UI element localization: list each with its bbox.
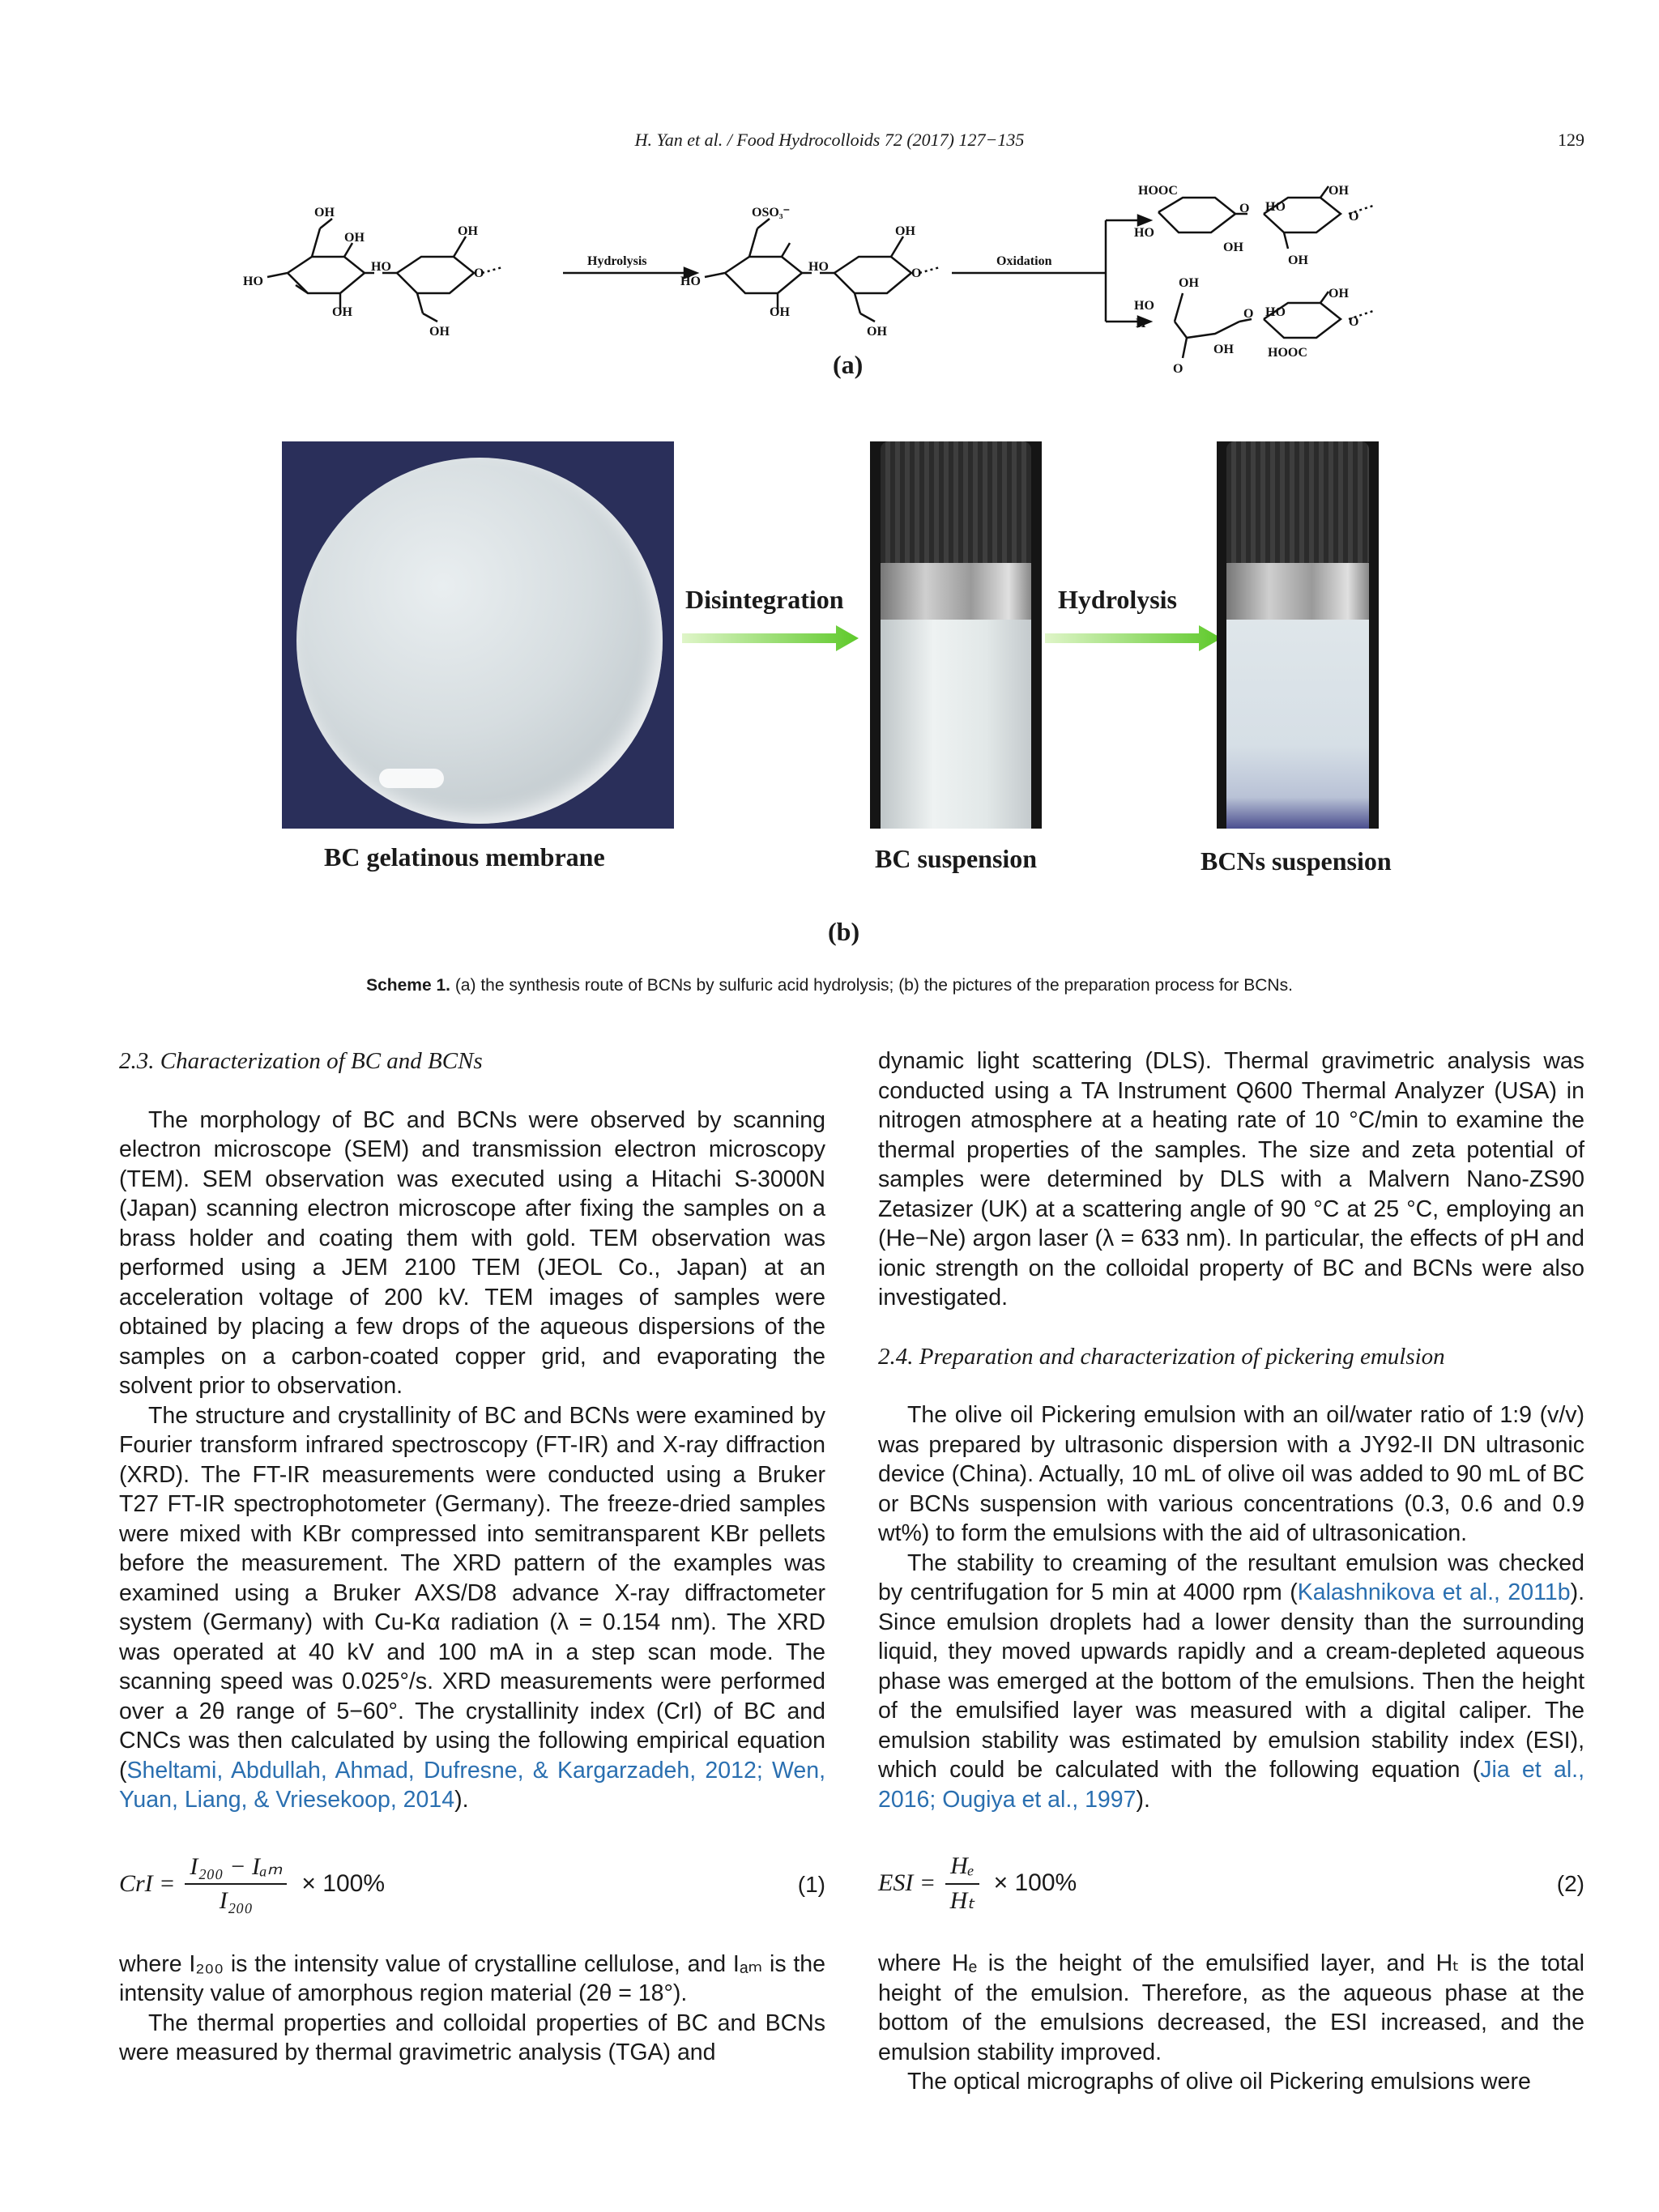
label-oh: OH xyxy=(458,224,478,238)
panel-label-a: (a) xyxy=(833,350,864,379)
paragraph: The morphology of BC and BCNs were observed by scanning electron microscope (SEM) and transmission electron microscopy (TEM). SEM observation was executed using a Hitachi S-3000N (Japan) scanning electron microscope after fixing the samples on a brass holder and coating them with gold. TEM observation was performed using a JEM 2100 TEM (JEOL Co., Japan) at an acceleration voltage of 200 kV. TEM images of samples were obtained by placing a few drops of the aqueous dispersions of the samples on a carbon-coated copper grid, and evaporating the solvent prior to observation. xyxy=(119,1106,825,1399)
scheme-caption-label: Scheme 1. xyxy=(366,976,450,995)
membrane-disc xyxy=(296,458,663,824)
citation-link[interactable]: Sheltami, Abdullah, Ahmad, Dufresne, & Kargarzadeh, 2012; Wen, Yuan, Liang, & Vriesekoop, 2014 xyxy=(119,1757,825,1813)
running-header xyxy=(0,130,1659,162)
label-ho: HO xyxy=(243,275,263,288)
label-hydrolysis: Hydrolysis xyxy=(587,254,647,268)
label-ho: HO xyxy=(1265,200,1286,214)
equation-lhs: CrI = xyxy=(119,1869,176,1897)
label-ho: HO xyxy=(1134,299,1154,313)
label-oh: OH xyxy=(429,325,450,339)
label-hooc: HOOC xyxy=(1138,184,1178,198)
label-o: O xyxy=(474,266,484,280)
label-o: O xyxy=(911,266,922,280)
citation-link[interactable]: Jia et al., 2016; Ougiya et al., 1997 xyxy=(878,1757,1584,1813)
label-oh: OH xyxy=(895,224,915,238)
label-o: O xyxy=(1173,362,1183,376)
paragraph: The optical micrographs of olive oil Pickering emulsions were xyxy=(907,2069,1531,2095)
paragraph: where Hₑ is the height of the emulsified layer, and Hₜ is the total height of the emulsion. Therefore, as the aqueous phase at the bottom of the emulsions decreased, the ESI increased, and the emulsion stability improved. xyxy=(878,1950,1584,2065)
equation-number: (1) xyxy=(797,1871,825,1897)
paragraph-text-end: ). xyxy=(454,1787,469,1813)
section-heading-2-4: 2.4. Preparation and characterization of pickering emulsion xyxy=(878,1343,1445,1370)
arrow-label-hydrolysis: Hydrolysis xyxy=(1058,585,1177,614)
membrane-highlight xyxy=(379,769,444,788)
equation-denominator: Hₜ xyxy=(949,1886,975,1914)
caption-bc-membrane: BC gelatinous membrane xyxy=(324,842,605,872)
label-oh: OH xyxy=(1288,254,1308,267)
label-oh: OH xyxy=(314,206,335,219)
label-oso3: OSO₃⁻ xyxy=(752,206,791,219)
label-oxidation: Oxidation xyxy=(996,254,1052,268)
equation-multiplier: × 100% xyxy=(301,1869,385,1897)
vial-liquid xyxy=(1226,620,1369,829)
bc-suspension-vial-photo xyxy=(870,441,1042,829)
paragraph-text-end: ). xyxy=(1136,1786,1150,1813)
paragraph-text: The structure and crystallinity of BC and BCNs were examined by Fourier transform infrared spectroscopy (FT-IR) and X-ray diffraction (XRD). The FT-IR measurements were conducted using a Bruker T27 FT-IR spectrophotometer (Germany). The freeze-dried samples were mixed with KBr compressed into semitransparent KBr pellets before the measurement. The XRD pattern of the examples was examined using a Bruker AXS/D8 advance X-ray diffractometer system (Germany) with Cu-Kα radiation (λ = 0.154 nm). The XRD was operated at 40 kV and 100 mA in a step scan mode. The scanning speed was 0.025°/s. XRD measurements were performed over a 2θ range of 5−60°. The crystallinity index (CrI) of BC and CNCs was then calculated by using the following empirical equation ( xyxy=(119,1402,825,1784)
vial-glass xyxy=(1226,563,1369,620)
bc-membrane-photo xyxy=(282,441,674,829)
caption-bc-suspension: BC suspension xyxy=(875,844,1038,873)
vial-cap xyxy=(1226,441,1369,563)
arrow-hydrolysis xyxy=(1045,622,1223,658)
label-oh: OH xyxy=(1179,276,1199,290)
right-column xyxy=(878,1046,1584,2097)
bcns-suspension-vial-photo xyxy=(1217,441,1379,829)
label-ho: HO xyxy=(1134,226,1154,240)
arrow-disintegration xyxy=(682,622,860,658)
paragraph: dynamic light scattering (DLS). Thermal gravimetric analysis was conducted using a TA Instrument Q600 Thermal Analyzer (USA) in nitrogen atmosphere at a heating rate of 10 °C/min to examine the thermal properties of the samples. The size and zeta potential of samples were determined by DLS with a Malvern Nano-ZS90 Zetasizer (UK) at a scattering angle of 90 °C at 25 °C, employing an (He−Ne) argon laser (λ = 633 nm). In particular, the effects of pH and ionic strength on the colloidal property of BC and BCNs were also investigated. xyxy=(878,1048,1584,1311)
paragraph-with-reference xyxy=(119,1401,825,1815)
vial-glass xyxy=(881,563,1032,620)
label-oh: OH xyxy=(1223,241,1243,254)
paragraph: The olive oil Pickering emulsion with an oil/water ratio of 1:9 (v/v) was prepared by ultrasonic dispersion with a JY92-II DN ultrasonic device (China). Actually, 10 mL of olive oil was added to 90 mL of BC or BCNs suspension with various concentrations (0.3, 0.6 and 0.9 wt%) to form the emulsions with the aid of ultrasonication. xyxy=(878,1402,1584,1546)
vial-liquid xyxy=(881,620,1032,829)
equation-numerator: I₂₀₀ − Iₐₘ xyxy=(185,1852,287,1886)
equation-numerator: Hₑ xyxy=(945,1852,979,1885)
label-ho: HO xyxy=(680,275,701,288)
vial-cap xyxy=(881,441,1032,563)
paragraph-text: ). Since emulsion droplets had a lower density than the surrounding liquid, they moved upwards rapidly and a cream-depleted aqueous phase was emerged at the bottom of the emulsions. Then the height of the emulsified layer was measured with a digital caliper. The emulsion stability was estimated by emulsion stability index (ESI), which could be calculated with the following equation ( xyxy=(878,1579,1584,1783)
equation-lhs: ESI = xyxy=(878,1869,936,1897)
paragraph: where I₂₀₀ is the intensity value of crystalline cellulose, and Iₐₘ is the intensity value of amorphous region material (2θ = 18°). xyxy=(119,1950,825,2006)
journal-citation: H. Yan et al. / Food Hydrocolloids 72 (2017) 127−135 xyxy=(634,130,1025,150)
equation-denominator: I₂₀₀ xyxy=(219,1887,254,1914)
paragraph-text: The stability to creaming of the resultant emulsion was checked by centrifugation for 5 min at 4000 rpm ( xyxy=(878,1549,1584,1605)
equation-1 xyxy=(119,1848,825,1920)
scheme-caption xyxy=(0,976,1659,995)
label-oh: OH xyxy=(1328,184,1349,198)
label-o: O xyxy=(1349,210,1359,224)
paragraph: The thermal properties and colloidal properties of BC and BCNs were measured by thermal gravimetric analysis (TGA) and xyxy=(119,2010,825,2065)
section-heading-2-3: 2.3. Characterization of BC and BCNs xyxy=(119,1048,483,1074)
citation-link[interactable]: Kalashnikova et al., 2011b xyxy=(1297,1579,1571,1605)
left-column xyxy=(119,1046,825,2068)
label-o: O xyxy=(1239,202,1250,215)
label-oh: OH xyxy=(770,305,790,319)
label-ho: HO xyxy=(371,260,391,274)
equation-2 xyxy=(878,1847,1584,1920)
label-o: O xyxy=(1349,315,1359,329)
equation-fraction xyxy=(185,1852,287,1916)
label-oh: OH xyxy=(1213,343,1234,356)
label-oh: OH xyxy=(1328,287,1349,300)
caption-bcns-suspension: BCNs suspension xyxy=(1201,846,1392,876)
label-hooc: HOOC xyxy=(1268,346,1307,360)
label-ho: HO xyxy=(1265,305,1286,319)
label-h: H xyxy=(1136,317,1146,330)
equation-multiplier: × 100% xyxy=(993,1869,1077,1897)
arrow-label-disintegration: Disintegration xyxy=(685,585,844,614)
scheme-caption-text: (a) the synthesis route of BCNs by sulfuric acid hydrolysis; (b) the pictures of the preparation process for BCNs. xyxy=(450,976,1293,995)
panel-label-b: (b) xyxy=(828,917,860,946)
equation-fraction xyxy=(945,1852,979,1916)
page-number: 129 xyxy=(1558,130,1584,150)
label-oh: OH xyxy=(332,305,352,319)
label-oh: OH xyxy=(867,325,887,339)
equation-number: (2) xyxy=(1556,1871,1584,1896)
label-oh: OH xyxy=(344,231,365,245)
label-ho: HO xyxy=(808,260,829,274)
label-o: O xyxy=(1243,307,1254,321)
paragraph-with-reference xyxy=(878,1549,1584,1815)
